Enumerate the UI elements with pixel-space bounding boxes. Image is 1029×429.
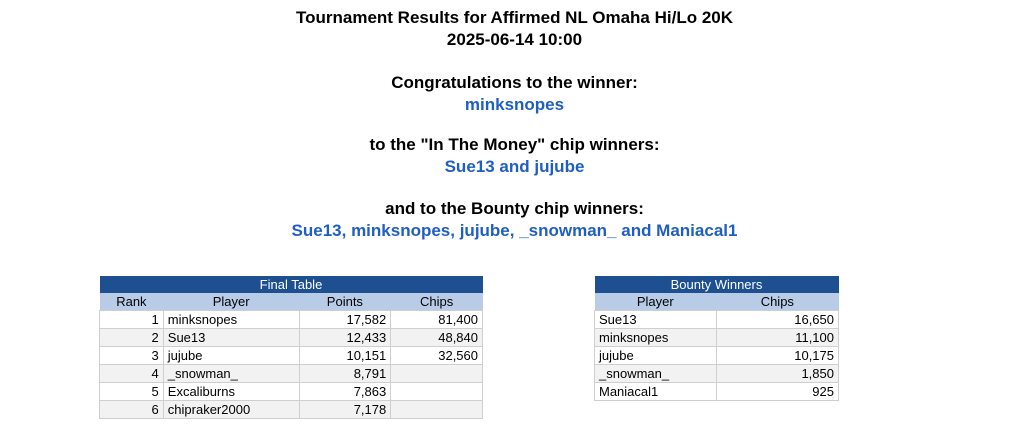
table-row bbox=[100, 365, 483, 383]
column-header-chips: Chips bbox=[391, 293, 483, 311]
column-header-player: Player bbox=[163, 293, 299, 311]
table-row bbox=[100, 347, 483, 365]
player-cell: Sue13 bbox=[595, 311, 717, 329]
player-cell: Maniacal1 bbox=[595, 383, 717, 401]
chips-cell: 10,175 bbox=[716, 347, 838, 365]
chips-cell bbox=[391, 401, 483, 419]
points-cell: 12,433 bbox=[299, 329, 391, 347]
chips-cell: 81,400 bbox=[391, 311, 483, 329]
title-line-1: Tournament Results for Affirmed NL Omaha Hi/Lo 20K bbox=[295, 8, 734, 27]
points-cell: 7,178 bbox=[299, 401, 391, 419]
chips-cell bbox=[391, 365, 483, 383]
points-cell: 17,582 bbox=[299, 311, 391, 329]
player-cell: Sue13 bbox=[163, 329, 299, 347]
bounty-winners: Sue13, minksnopes, jujube, _snowman_ and Maniacal1 bbox=[291, 221, 738, 240]
bounty-table-body bbox=[595, 311, 839, 401]
final-table bbox=[99, 276, 483, 419]
table-row bbox=[100, 383, 483, 401]
chips-cell: 16,650 bbox=[716, 311, 838, 329]
bounty-table bbox=[594, 276, 839, 401]
table-row bbox=[595, 347, 839, 365]
chips-cell: 11,100 bbox=[716, 329, 838, 347]
points-cell: 7,863 bbox=[299, 383, 391, 401]
player-cell: minksnopes bbox=[595, 329, 717, 347]
column-header-rank: Rank bbox=[100, 293, 164, 311]
winner-section bbox=[0, 72, 1029, 116]
table-row bbox=[100, 311, 483, 329]
itm-section bbox=[0, 134, 1029, 178]
rank-cell: 2 bbox=[100, 329, 164, 347]
title-line-2: 2025-06-14 10:00 bbox=[446, 30, 583, 49]
page-title bbox=[0, 7, 1029, 51]
column-header-chips: Chips bbox=[716, 293, 838, 311]
column-header-player: Player bbox=[595, 293, 717, 311]
bounty-table-title: Bounty Winners bbox=[595, 276, 839, 293]
chips-cell: 32,560 bbox=[391, 347, 483, 365]
rank-cell: 5 bbox=[100, 383, 164, 401]
points-cell: 8,791 bbox=[299, 365, 391, 383]
player-cell: chipraker2000 bbox=[163, 401, 299, 419]
winner-name: minksnopes bbox=[464, 95, 565, 114]
points-cell: 10,151 bbox=[299, 347, 391, 365]
player-cell: Excaliburns bbox=[163, 383, 299, 401]
chips-cell bbox=[391, 383, 483, 401]
player-cell: _snowman_ bbox=[595, 365, 717, 383]
congrats-label: Congratulations to the winner: bbox=[391, 73, 638, 92]
itm-label: to the "In The Money" chip winners: bbox=[369, 135, 660, 154]
table-row bbox=[595, 329, 839, 347]
table-row bbox=[100, 329, 483, 347]
rank-cell: 1 bbox=[100, 311, 164, 329]
table-row bbox=[595, 383, 839, 401]
table-row bbox=[595, 365, 839, 383]
bounty-label: and to the Bounty chip winners: bbox=[385, 199, 644, 218]
player-cell: minksnopes bbox=[163, 311, 299, 329]
itm-winners: Sue13 and jujube bbox=[444, 157, 585, 176]
chips-cell: 48,840 bbox=[391, 329, 483, 347]
table-row bbox=[595, 311, 839, 329]
rank-cell: 6 bbox=[100, 401, 164, 419]
bounty-section bbox=[0, 198, 1029, 242]
player-cell: jujube bbox=[595, 347, 717, 365]
chips-cell: 925 bbox=[716, 383, 838, 401]
player-cell: _snowman_ bbox=[163, 365, 299, 383]
column-header-points: Points bbox=[299, 293, 391, 311]
rank-cell: 4 bbox=[100, 365, 164, 383]
player-cell: jujube bbox=[163, 347, 299, 365]
chips-cell: 1,850 bbox=[716, 365, 838, 383]
final-table-title: Final Table bbox=[100, 276, 483, 293]
final-table-body bbox=[100, 311, 483, 419]
rank-cell: 3 bbox=[100, 347, 164, 365]
table-row bbox=[100, 401, 483, 419]
